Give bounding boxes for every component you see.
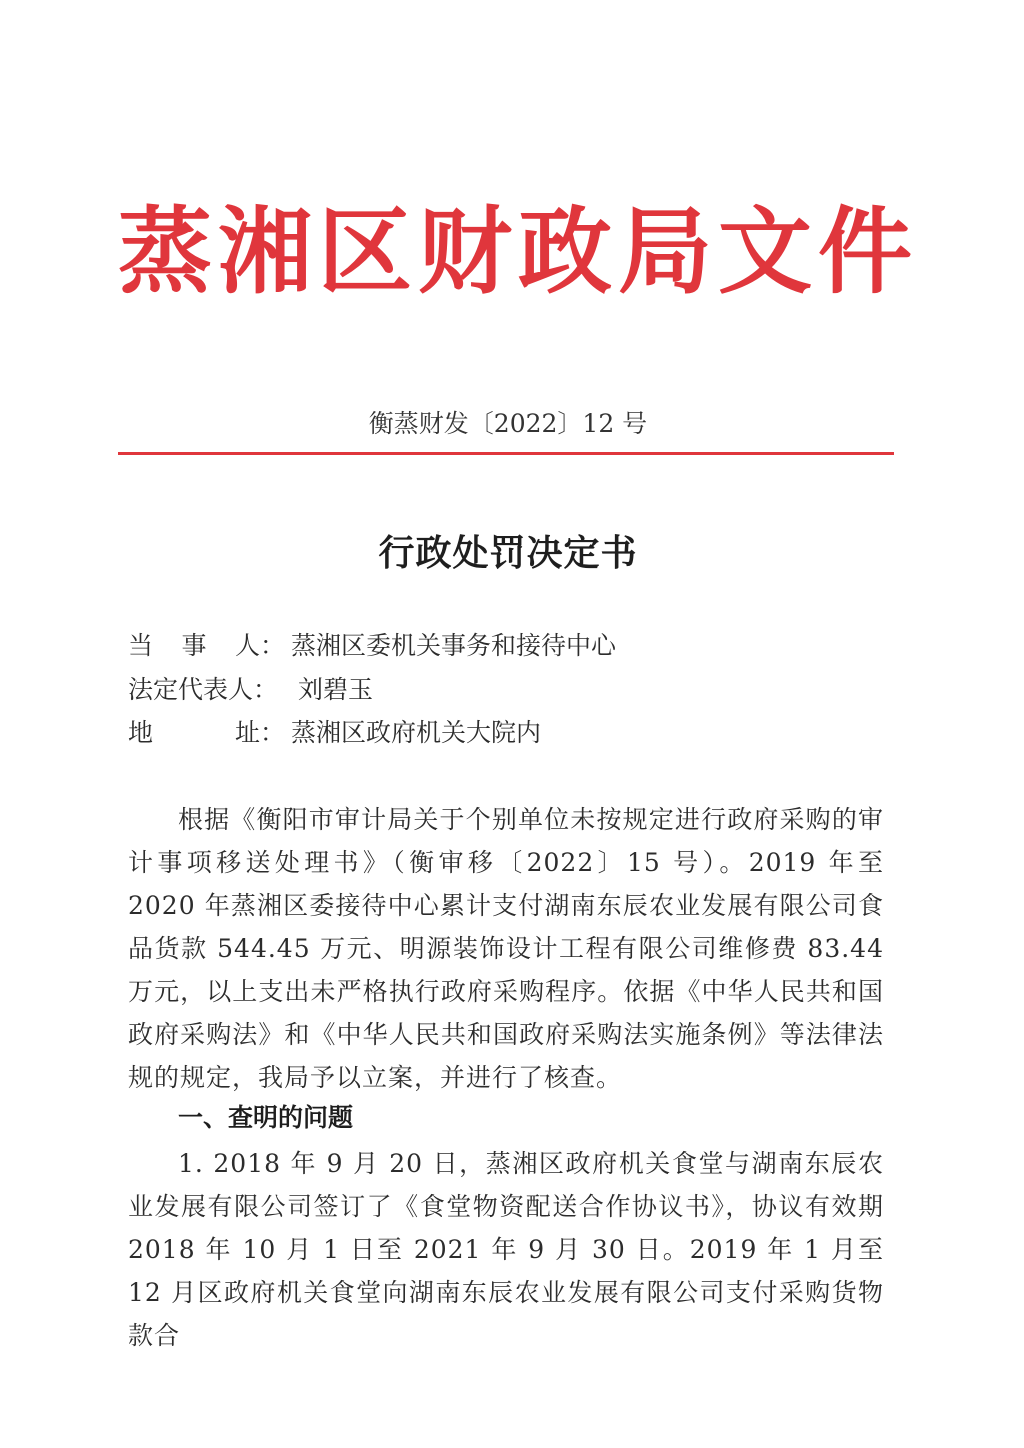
document-number: 衡蒸财发〔2022〕12 号 (368, 409, 648, 438)
address-value: 蒸湘区政府机关大院内 (291, 718, 542, 747)
legal-representative-row (128, 670, 373, 710)
address-label: 地 址 (128, 718, 260, 747)
masthead-title: 蒸湘区财政局文件 (118, 197, 919, 307)
red-separator-line (118, 452, 894, 455)
address-sep: ： (260, 718, 286, 747)
party-name-sep: ： (260, 631, 286, 660)
paragraph-intro: 根据《衡阳市审计局关于个别单位未按规定进行政府采购的审计事项移送处理书》（衡审移〔2022〕15 号）。2019 年至 2020 年蒸湘区委接待中心累计支付湖南东辰农业发展有限公司食品货款 544.45 万元、明源装饰设计工程有限公司维修费 83.44 万元，以上支出未严格执行政府采购程序。依据《中华人民共和国政府采购法》和《中华人民共和国政府采购法实施条例》等法律法规的规定，我局予以立案，并进行了核查。 (128, 805, 884, 1092)
party-name-label: 当 事 人 (128, 631, 260, 660)
party-name-value: 蒸湘区委机关事务和接待中心 (291, 631, 617, 660)
section-heading-findings: 一、查明的问题 (178, 1103, 354, 1132)
address-row (128, 713, 541, 753)
document-title: 行政处罚决定书 (378, 532, 638, 574)
legal-representative-value: 刘碧玉 (298, 675, 374, 704)
party-name-row (128, 626, 616, 666)
paragraph-finding-1: 1. 2018 年 9 月 20 日，蒸湘区政府机关食堂与湖南东辰农业发展有限公司签订了《食堂物资配送合作协议书》，协议有效期 2018 年 10 月 1 日至 2021 年 9 月 30 日。2019 年 1 月至 12 月区政府机关食堂向湖南东辰农业发展有限公司支付采购货物款合 (128, 1149, 884, 1350)
legal-representative-label: 法定代表人： (128, 675, 279, 704)
